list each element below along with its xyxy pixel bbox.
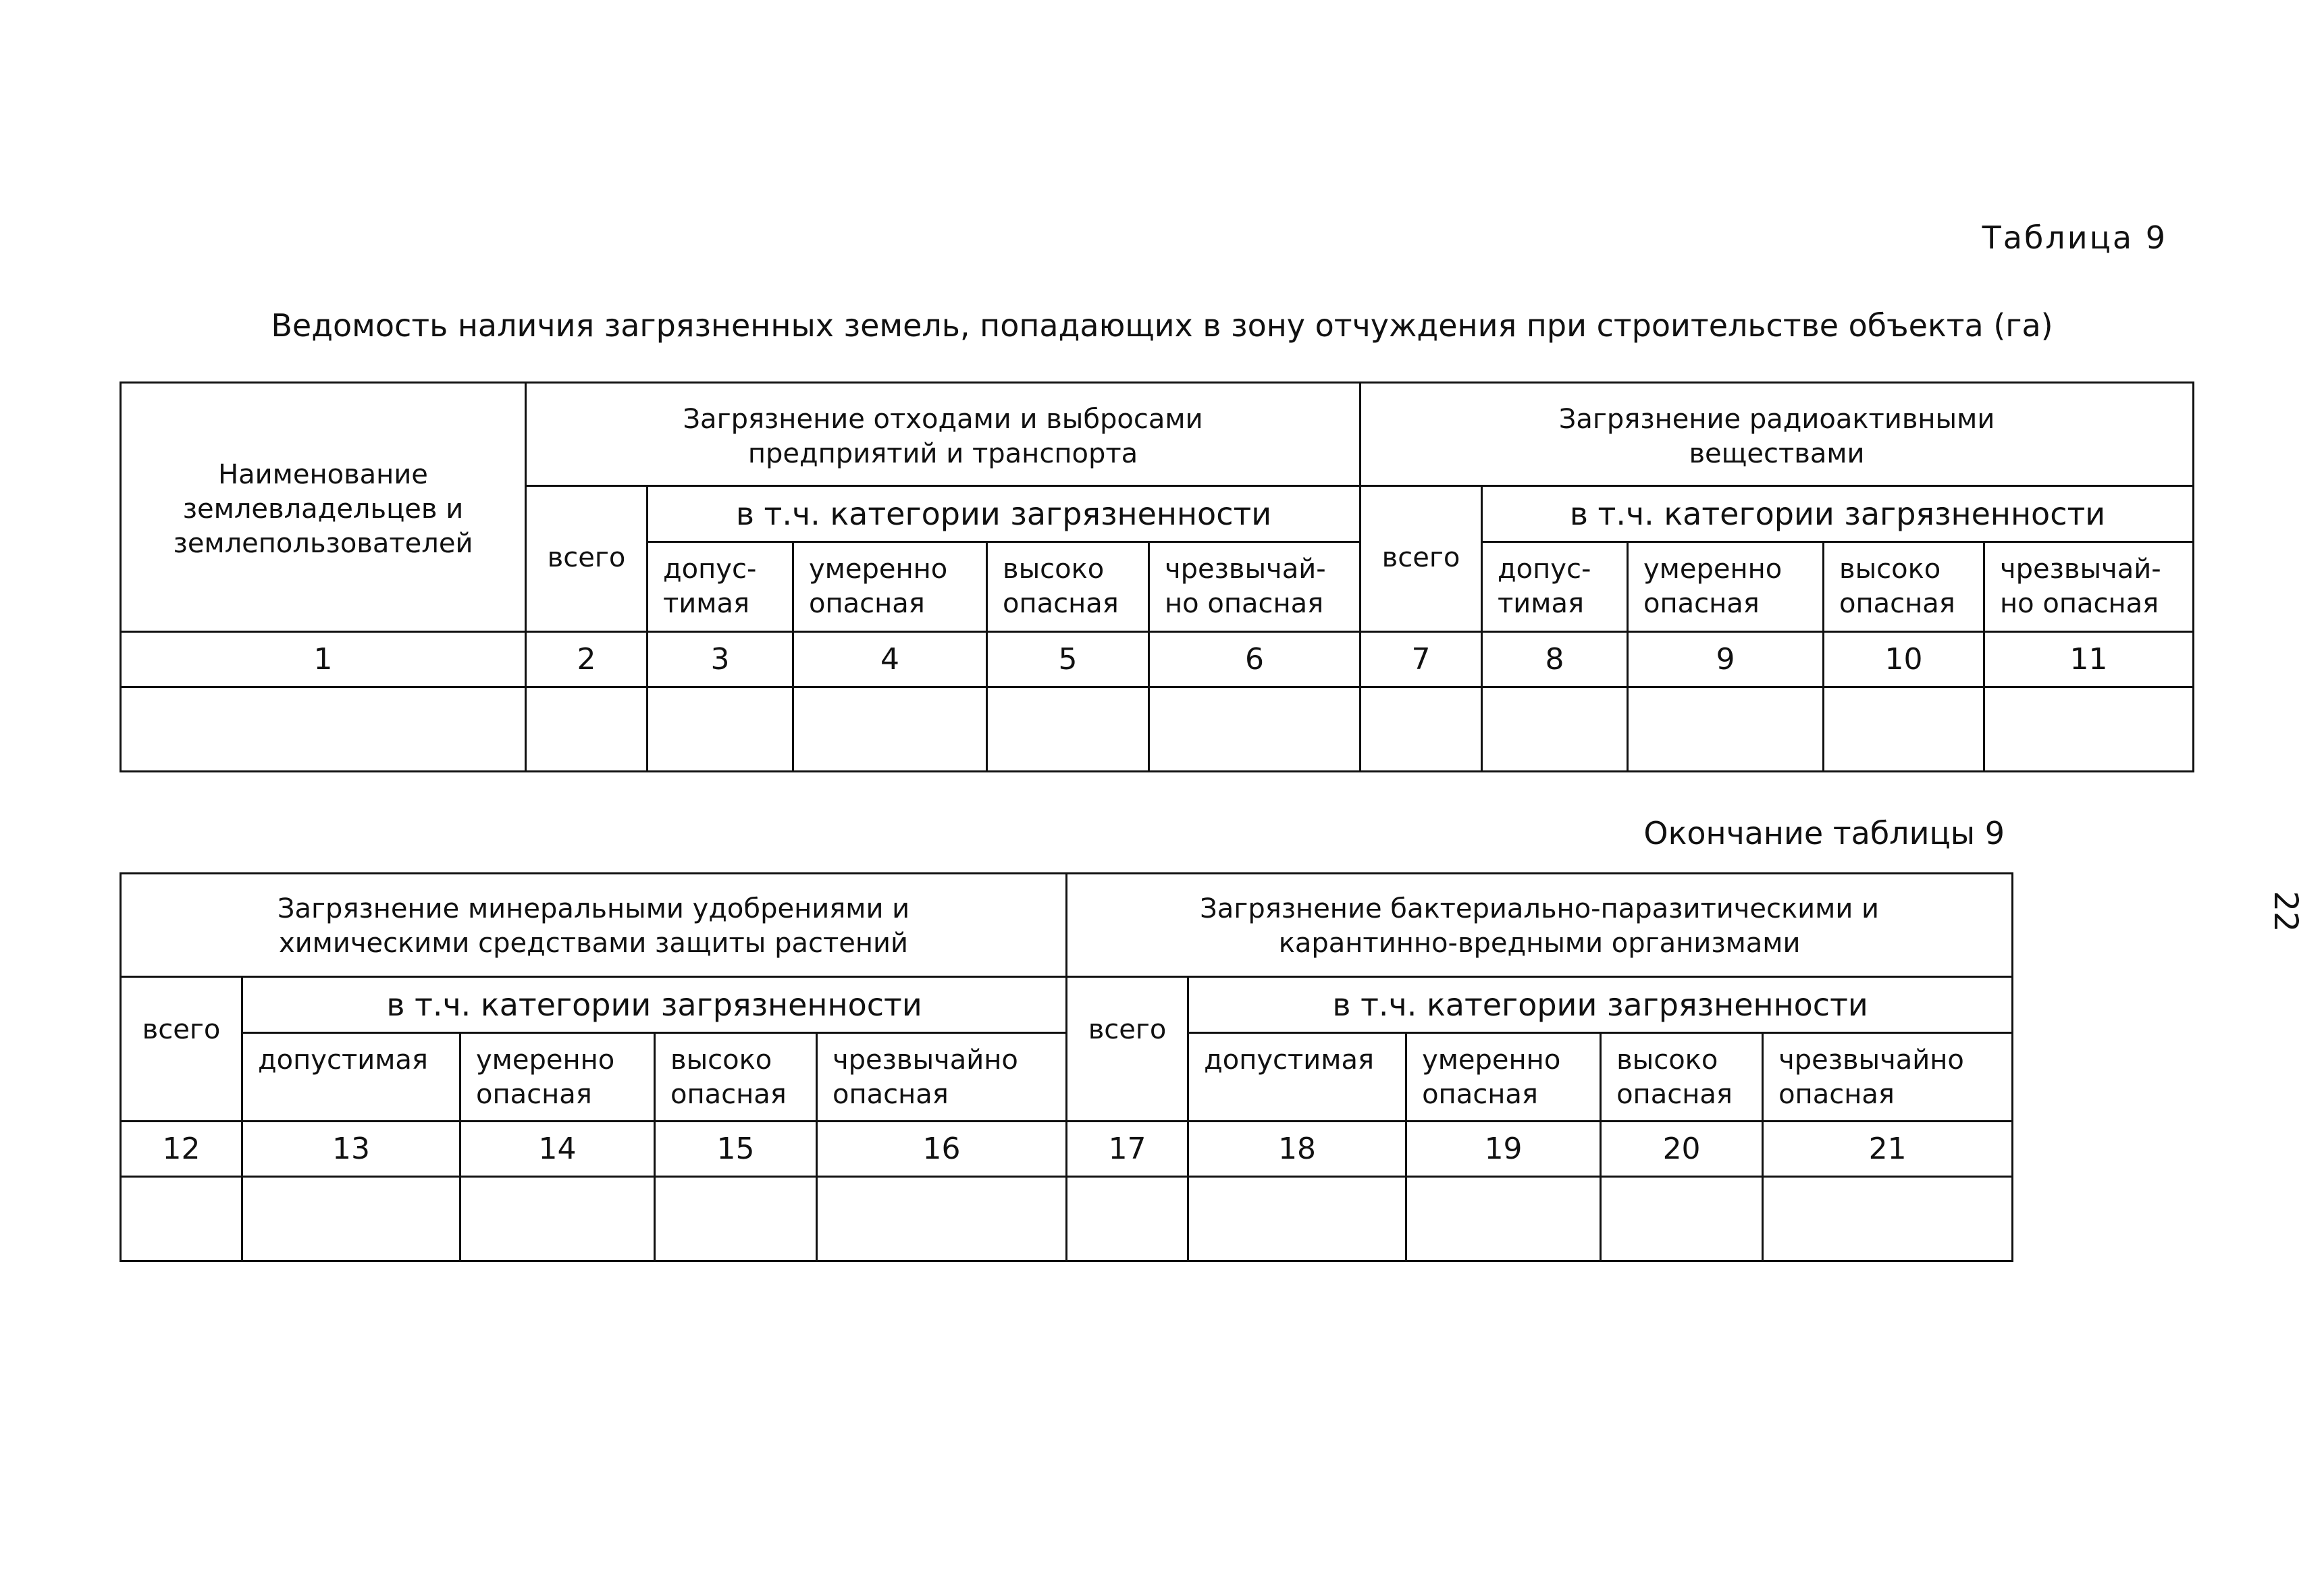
waste-total-header: всего xyxy=(526,486,648,632)
waste-category-moderate: умеренно опасная xyxy=(793,542,987,632)
radioactive-category-high: высоко опасная xyxy=(1824,542,1984,632)
bacterial-category-high: высоко опасная xyxy=(1601,1033,1763,1122)
column-number: 20 xyxy=(1601,1122,1763,1177)
column-number: 3 xyxy=(648,632,793,687)
waste-categories-subheader: в т.ч. категории загрязненности xyxy=(648,486,1361,542)
column-number: 19 xyxy=(1406,1122,1601,1177)
bacterial-category-moderate: умеренно опасная xyxy=(1406,1033,1601,1122)
data-cell[interactable] xyxy=(987,687,1149,772)
data-cell[interactable] xyxy=(1406,1177,1601,1261)
column-number: 9 xyxy=(1628,632,1824,687)
table-row xyxy=(121,687,2194,772)
mineral-categories-subheader: в т.ч. категории загрязненности xyxy=(242,977,1067,1033)
data-cell[interactable] xyxy=(1601,1177,1763,1261)
data-cell[interactable] xyxy=(1067,1177,1188,1261)
column-number: 14 xyxy=(460,1122,655,1177)
radioactive-categories-subheader: в т.ч. категории загрязненности xyxy=(1482,486,2194,542)
column-number: 12 xyxy=(121,1122,242,1177)
column-number: 4 xyxy=(793,632,987,687)
mineral-category-high: высоко опасная xyxy=(655,1033,817,1122)
mineral-pollution-header: Загрязнение минеральными удобрениями и химическими средствами защиты растений xyxy=(121,874,1067,977)
radioactive-total-header: всего xyxy=(1361,486,1482,632)
data-cell[interactable] xyxy=(1149,687,1361,772)
table-row xyxy=(121,1177,2013,1261)
column-number: 18 xyxy=(1188,1122,1406,1177)
bacterial-total-header: всего xyxy=(1067,977,1188,1122)
column-numbers-row xyxy=(121,632,2194,687)
data-cell[interactable] xyxy=(648,687,793,772)
column-number: 13 xyxy=(242,1122,460,1177)
document-title: Ведомость наличия загрязненных земель, попадающих в зону отчуждения при строительстве объекта (га) xyxy=(271,307,2053,344)
column-numbers-row xyxy=(121,1122,2013,1177)
data-cell[interactable] xyxy=(1984,687,2194,772)
data-cell[interactable] xyxy=(526,687,648,772)
continuation-label: Окончание таблицы 9 xyxy=(1643,815,2005,851)
mineral-total-header: всего xyxy=(121,977,242,1122)
data-cell[interactable] xyxy=(121,687,526,772)
waste-category-extreme: чрезвычай-но опасная xyxy=(1149,542,1361,632)
table-label: Таблица 9 xyxy=(1982,219,2167,256)
data-cell[interactable] xyxy=(1628,687,1824,772)
bacterial-category-permissible: допустимая xyxy=(1188,1033,1406,1122)
column-number: 21 xyxy=(1763,1122,2013,1177)
data-cell[interactable] xyxy=(817,1177,1067,1261)
column-number: 6 xyxy=(1149,632,1361,687)
data-cell[interactable] xyxy=(655,1177,817,1261)
radioactive-category-extreme: чрезвычай-но опасная xyxy=(1984,542,2194,632)
bacterial-categories-subheader: в т.ч. категории загрязненности xyxy=(1188,977,2013,1033)
column-number: 7 xyxy=(1361,632,1482,687)
radioactive-pollution-header: Загрязнение радиоактивными веществами xyxy=(1361,383,2194,486)
column-number: 15 xyxy=(655,1122,817,1177)
data-cell[interactable] xyxy=(1361,687,1482,772)
radioactive-category-moderate: умеренно опасная xyxy=(1628,542,1824,632)
contaminated-lands-table-end xyxy=(120,872,2013,1262)
owner-name-header: Наименование землевладельцев и землепользователей xyxy=(121,383,526,632)
column-number: 16 xyxy=(817,1122,1067,1177)
column-number: 8 xyxy=(1482,632,1628,687)
mineral-category-extreme: чрезвычайно опасная xyxy=(817,1033,1067,1122)
column-number: 17 xyxy=(1067,1122,1188,1177)
data-cell[interactable] xyxy=(242,1177,460,1261)
column-number: 11 xyxy=(1984,632,2194,687)
bacterial-category-extreme: чрезвычайно опасная xyxy=(1763,1033,2013,1122)
page-number: 22 xyxy=(2267,891,2304,932)
radioactive-category-permissible: допус-тимая xyxy=(1482,542,1628,632)
waste-category-high: высоко опасная xyxy=(987,542,1149,632)
mineral-category-moderate: умеренно опасная xyxy=(460,1033,655,1122)
contaminated-lands-table xyxy=(120,381,2194,772)
data-cell[interactable] xyxy=(1482,687,1628,772)
data-cell[interactable] xyxy=(460,1177,655,1261)
waste-category-permissible: допус-тимая xyxy=(648,542,793,632)
data-cell[interactable] xyxy=(793,687,987,772)
column-number: 10 xyxy=(1824,632,1984,687)
data-cell[interactable] xyxy=(1824,687,1984,772)
bacterial-pollution-header: Загрязнение бактериально-паразитическими и карантинно-вредными организмами xyxy=(1067,874,2013,977)
column-number: 1 xyxy=(121,632,526,687)
column-number: 2 xyxy=(526,632,648,687)
waste-pollution-header: Загрязнение отходами и выбросами предприятий и транспорта xyxy=(526,383,1361,486)
data-cell[interactable] xyxy=(121,1177,242,1261)
data-cell[interactable] xyxy=(1188,1177,1406,1261)
data-cell[interactable] xyxy=(1763,1177,2013,1261)
column-number: 5 xyxy=(987,632,1149,687)
mineral-category-permissible: допустимая xyxy=(242,1033,460,1122)
